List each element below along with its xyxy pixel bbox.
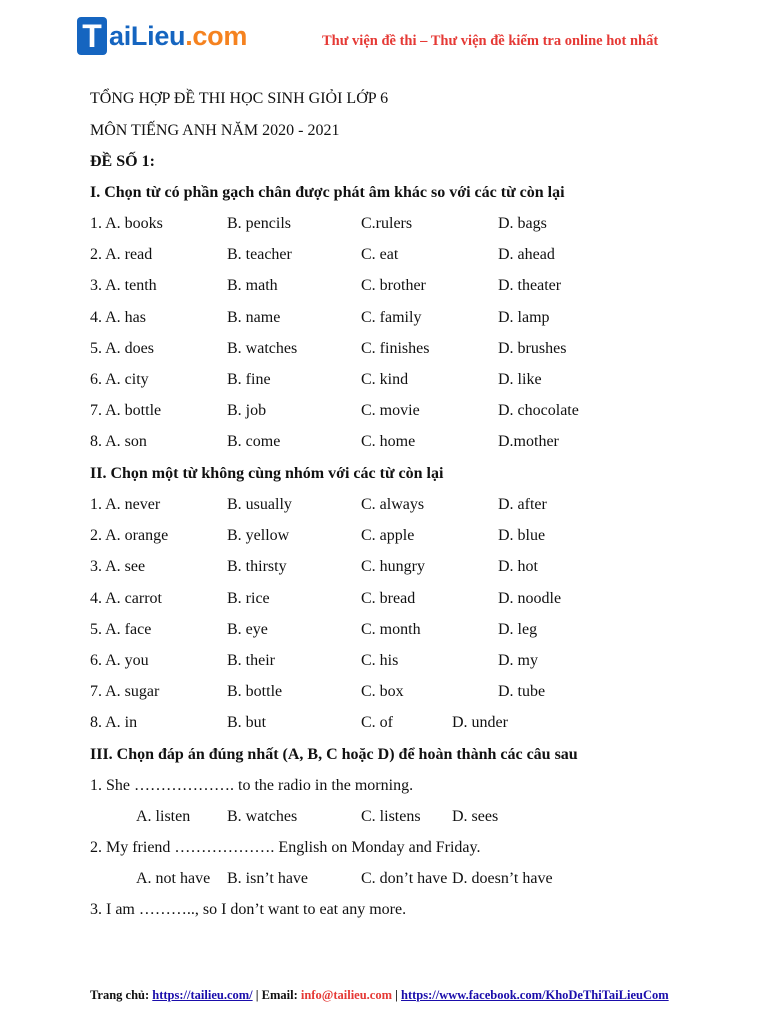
option-c: C. box [361, 683, 404, 701]
question-number-option-a: 2. A. orange [90, 527, 169, 545]
question-row [90, 652, 710, 674]
question-number-option-a: 8. A. son [90, 433, 147, 451]
option-d: D. bags [498, 215, 547, 232]
option-b: B. thirsty [227, 558, 287, 576]
exam-number: ĐỀ SỐ 1: [90, 153, 155, 170]
question-number-option-a: 5. A. face [90, 620, 152, 638]
option-b: B. pencils [227, 215, 291, 232]
option-b: B. come [227, 433, 281, 451]
question-number-option-a: 8. A. in [90, 714, 138, 732]
question-row [90, 714, 710, 736]
question-number-option-a: 1. A. books [90, 215, 163, 232]
option-d: D. blue [498, 527, 546, 545]
footer-facebook-link[interactable]: https://www.facebook.com/KhoDeThiTaiLieuCom [401, 988, 669, 1002]
option-b: B. their [227, 652, 275, 669]
question-3-1: 1. She ………………. to the radio in the morning. [90, 777, 414, 794]
question-row [90, 590, 710, 612]
option-c: C. finishes [361, 339, 430, 357]
footer-home-link[interactable]: https://tailieu.com/ [152, 988, 253, 1002]
question-number-option-a: 6. A. you [90, 652, 149, 669]
option-b: B. rice [227, 589, 270, 607]
option-c: C. home [361, 433, 416, 451]
question-number-option-a: 7. A. bottle [90, 402, 162, 420]
question-number-option-a: 2. A. read [90, 246, 153, 264]
question-row [90, 621, 710, 643]
option-c: C. eat [361, 246, 399, 264]
option-c: C. brother [361, 277, 426, 295]
option-b: B. yellow [227, 527, 290, 545]
question-number-option-a: 4. A. has [90, 308, 146, 326]
option-d: D. doesn’t have [452, 870, 553, 887]
section-1-heading: I. Chọn từ có phần gạch chân được phát âm khác so với các từ còn lại [90, 184, 565, 201]
option-d: D.mother [498, 433, 559, 451]
question-row [90, 496, 710, 518]
question-3-2: 2. My friend ………………. English on Monday and Friday. [90, 839, 481, 856]
option-d: D. lamp [498, 308, 550, 326]
option-b: B. fine [227, 371, 271, 388]
question-3-1-options [90, 808, 710, 830]
option-d: D. theater [498, 277, 562, 295]
footer-email[interactable]: info@tailieu.com [300, 988, 393, 1002]
option-d: D. like [498, 371, 542, 388]
option-b: B. teacher [227, 246, 292, 264]
tailieu-logo[interactable] [77, 14, 247, 58]
doc-subject: MÔN TIẾNG ANH NĂM 2020 - 2021 [90, 122, 340, 139]
option-d: D. under [452, 714, 508, 732]
question-row [90, 371, 710, 393]
question-row [90, 340, 710, 362]
option-c: C. listens [361, 808, 421, 825]
question-row [90, 558, 710, 580]
option-c: C. apple [361, 527, 415, 545]
question-row [90, 433, 710, 455]
option-b: B. job [227, 402, 267, 420]
option-d: D. chocolate [498, 402, 579, 420]
option-b: B. usually [227, 496, 292, 513]
question-row [90, 402, 710, 424]
option-d: D. tube [498, 683, 546, 701]
question-row [90, 527, 710, 549]
option-d: D. sees [452, 808, 499, 825]
footer-home-label: Trang chủ: [90, 988, 153, 1002]
option-b: B. isn’t have [227, 870, 309, 887]
option-b: B. name [227, 308, 281, 326]
option-b: B. eye [227, 620, 268, 638]
option-d: D. ahead [498, 246, 555, 264]
logo-wordmark: aiLieu.com [109, 20, 248, 51]
option-c: C. hungry [361, 558, 425, 576]
question-number-option-a: 1. A. never [90, 496, 161, 513]
option-b: B. watches [227, 808, 298, 825]
doc-title: TỔNG HỢP ĐỀ THI HỌC SINH GIỎI LỚP 6 [90, 90, 389, 107]
option-c: C. of [361, 714, 393, 732]
option-a: A. not have [136, 870, 211, 887]
section-3-heading: III. Chọn đáp án đúng nhất (A, B, C hoặc D) để hoàn thành các câu sau [90, 746, 578, 763]
question-number-option-a: 5. A. does [90, 339, 154, 357]
option-c: C. don’t have [361, 870, 448, 887]
question-number-option-a: 7. A. sugar [90, 683, 160, 701]
option-c: C. kind [361, 371, 409, 388]
option-c: C. always [361, 496, 425, 513]
logo-t-badge: T [77, 17, 107, 55]
question-3-2-options [90, 870, 710, 892]
page-footer [90, 988, 669, 1003]
option-b: B. watches [227, 339, 298, 357]
option-d: D. after [498, 496, 547, 513]
option-c: C. movie [361, 402, 420, 420]
option-b: B. but [227, 714, 267, 732]
header-slogan: Thư viện đề thi – Thư viện đề kiểm tra online hot nhất [322, 33, 659, 49]
footer-email-label: | Email: [252, 988, 301, 1002]
option-d: D. leg [498, 620, 538, 638]
question-number-option-a: 6. A. city [90, 371, 149, 388]
option-d: D. hot [498, 558, 538, 576]
option-c: C. his [361, 652, 399, 669]
option-c: C. bread [361, 589, 416, 607]
option-a: A. listen [136, 808, 191, 825]
section-2-heading: II. Chọn một từ không cùng nhóm với các từ còn lại [90, 465, 444, 482]
option-c: C.rulers [361, 215, 413, 232]
option-d: D. my [498, 652, 538, 669]
question-row [90, 309, 710, 331]
option-d: D. noodle [498, 589, 562, 607]
question-number-option-a: 3. A. tenth [90, 277, 157, 295]
option-b: B. math [227, 277, 278, 295]
option-d: D. brushes [498, 339, 567, 357]
option-c: C. family [361, 308, 422, 326]
option-b: B. bottle [227, 683, 283, 701]
footer-separator: | [392, 988, 402, 1002]
question-number-option-a: 3. A. see [90, 558, 146, 576]
option-c: C. month [361, 620, 421, 638]
question-number-option-a: 4. A. carrot [90, 589, 162, 607]
question-row [90, 246, 710, 268]
question-row [90, 215, 710, 237]
question-row [90, 683, 710, 705]
question-row [90, 277, 710, 299]
question-3-3: 3. I am ……….., so I don’t want to eat any more. [90, 901, 407, 918]
